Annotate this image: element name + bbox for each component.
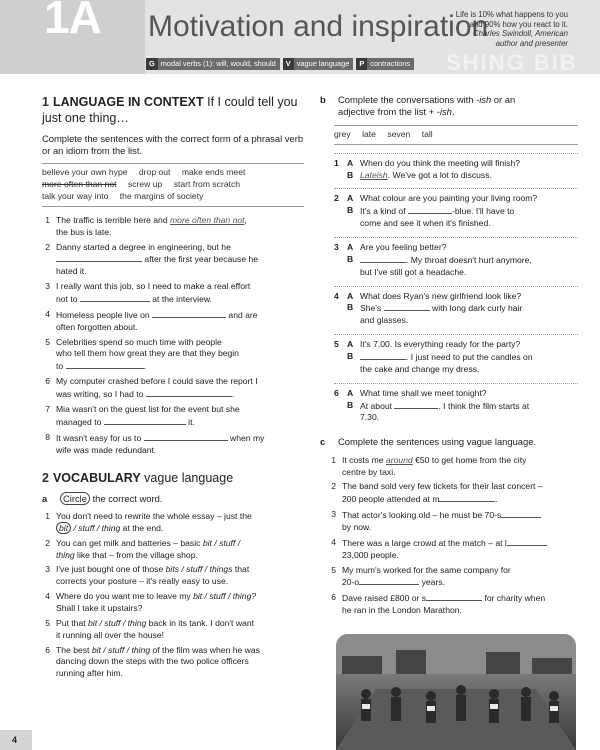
answer-blank[interactable] bbox=[426, 592, 482, 601]
answer-blank[interactable] bbox=[507, 537, 547, 546]
word-choice[interactable]: bit / stuff / thing? bbox=[193, 591, 257, 602]
word-option: talk your way into bbox=[42, 191, 109, 202]
list-item: 3 That actor's looking old – he must be 70-s by now. bbox=[328, 509, 578, 534]
section-1-heading: 1 LANGUAGE IN CONTEXT If I could tell you just one thing… bbox=[42, 95, 298, 126]
answer-blank[interactable] bbox=[439, 493, 495, 502]
answer-blank[interactable] bbox=[501, 509, 541, 518]
word-choice[interactable]: bit / stuff / thing bbox=[88, 617, 147, 628]
exercise-2c-instruction: c Complete the sentences using vague language. bbox=[320, 436, 537, 448]
answer-blank[interactable] bbox=[152, 309, 226, 318]
left-column bbox=[42, 94, 304, 683]
conversations bbox=[334, 153, 578, 425]
quote-author: Charles Swindoll, American bbox=[472, 29, 568, 38]
conversation: 6 A What time shall we meet tonight? B At about . I think the film starts at 7.30. bbox=[334, 383, 578, 425]
unit-header bbox=[0, 0, 600, 74]
list-item: 6 Dave raised £800 or s for charity when he ran in the London Marathon. bbox=[331, 592, 546, 616]
list-item: 8 It wasn't easy for us to when my wife was made redundant. bbox=[45, 431, 265, 455]
answer-blank[interactable] bbox=[359, 576, 419, 585]
word-list-box bbox=[42, 163, 304, 207]
background-ghost-text: SHING BIB bbox=[446, 50, 578, 74]
conversation: 3 A Are you feeling better? B . My throat doesn't hurt anymore, but I've still got a headache. bbox=[334, 237, 578, 279]
word-option: grey bbox=[334, 128, 351, 139]
word-option: drop out bbox=[138, 167, 171, 178]
quote-author-role: author and presenter bbox=[495, 38, 568, 48]
answer-blank[interactable] bbox=[360, 254, 406, 263]
answer-blank[interactable] bbox=[104, 416, 186, 425]
list-item: 5 Celebrities spend so much time with people who tell them how great they are that they begin to . bbox=[45, 336, 239, 372]
quote bbox=[443, 10, 568, 48]
list-item: 6 The best bit / stuff / thing of the film was when he was dancing down the steps with the two police officers running after him. bbox=[45, 644, 260, 679]
list-item: 2 You can get milk and batteries – basic bit / stuff / thing like that – from the village shop. bbox=[45, 537, 241, 560]
right-column bbox=[320, 94, 578, 620]
list-item: 6 My computer crashed before I could save the report I was writing, so I had to . bbox=[45, 376, 258, 400]
answer-blank[interactable] bbox=[384, 302, 430, 311]
word-choice[interactable]: bits / stuff / things bbox=[165, 564, 233, 575]
section-1-items bbox=[42, 215, 304, 456]
list-item: 4 Homeless people live on and are often forgotten about. bbox=[45, 308, 258, 332]
circled-answer[interactable]: bit bbox=[56, 522, 71, 534]
list-item: 5 My mum's worked for the same company for 20-o years. bbox=[331, 564, 511, 588]
marathon-runners-illustration bbox=[336, 634, 576, 750]
word-choice[interactable]: thing bbox=[56, 549, 75, 560]
exercise-1b-instruction: b Complete the conversations with -ish or an adjective from the list + -ish. bbox=[320, 94, 516, 118]
word-option: make ends meet bbox=[181, 167, 246, 178]
list-item: 2 The band sold very few tickets for their last concert – 200 people attended at m . bbox=[331, 481, 543, 505]
word-choice[interactable]: bit / stuff / bbox=[202, 537, 241, 548]
example-answer: more often than not bbox=[170, 214, 245, 225]
section-2a-items bbox=[42, 511, 304, 680]
conversation: 5 A It's 7.00. Is everything ready for the party? B . I just need to put the candles on the cake and change my dress. bbox=[334, 334, 578, 376]
answer-blank[interactable] bbox=[144, 432, 228, 441]
answer-blank[interactable] bbox=[360, 351, 406, 360]
example-answer: Lateish bbox=[360, 169, 388, 180]
section-2-heading: 2 VOCABULARY vague language bbox=[42, 471, 234, 486]
answer-blank[interactable] bbox=[66, 360, 144, 369]
page-number: 4 bbox=[0, 730, 32, 750]
answer-blank[interactable] bbox=[56, 253, 142, 262]
quote-line: and 90% how you react to it. bbox=[469, 19, 568, 29]
answer-blank[interactable] bbox=[80, 293, 150, 302]
word-choice[interactable]: bit / stuff / thing bbox=[91, 644, 151, 655]
word-option: start from scratch bbox=[173, 179, 241, 190]
quote-line: Life is 10% what happens to you bbox=[455, 10, 568, 19]
list-item: 3 I really want this job, so I need to make a real effort not to at the interview. bbox=[45, 281, 251, 305]
list-item: 3 I've just bought one of those bits / stuff / things that corrects your posture – it's really easy to use. bbox=[45, 564, 250, 587]
word-option: tall bbox=[421, 128, 433, 139]
topic-tags bbox=[146, 58, 414, 70]
section-1-instruction: Complete the sentences with the correct form of a phrasal verb or an idiom from the list. bbox=[42, 132, 304, 156]
list-item: 1 The traffic is terrible here and more often than not, the bus is late. bbox=[45, 214, 247, 237]
tag-vocabulary: V vague language bbox=[283, 58, 354, 70]
unit-number: 1A bbox=[44, 0, 101, 43]
list-item: 7 Mia wasn't on the guest list for the event but she managed to it. bbox=[45, 403, 240, 427]
word-option-used: more often than not bbox=[42, 179, 117, 190]
list-item: 4 There was a large crowd at the match – at l 23,000 people. bbox=[328, 537, 578, 562]
word-option: seven bbox=[387, 128, 411, 139]
example-answer: around bbox=[385, 454, 413, 465]
conversation: 2 A What colour are you painting your living room? B It's a kind of -blue. I'll have to come and see it when it's finished. bbox=[334, 188, 578, 230]
answer-blank[interactable] bbox=[394, 400, 438, 409]
page-title: Motivation and inspiration bbox=[148, 10, 489, 43]
conversation: 4 A What does Ryan's new girlfriend look like? B She's with long dark curly hair and glasses. bbox=[334, 286, 578, 328]
answer-blank[interactable] bbox=[146, 388, 232, 397]
conversation: 1 A When do you think the meeting will finish? B Lateish. We've got a lot to discuss. bbox=[334, 153, 578, 182]
list-item: 2 Danny started a degree in engineering, but he after the first year because he hated it. bbox=[45, 241, 259, 277]
section-2c-items bbox=[328, 455, 578, 617]
marathon-photo bbox=[336, 634, 576, 750]
word-option: late bbox=[362, 128, 376, 139]
adjective-list-box bbox=[334, 125, 578, 145]
tag-pronunciation: P contractions bbox=[356, 58, 414, 70]
exercise-2a-instruction: a Circle the correct word. bbox=[42, 492, 163, 504]
word-option: the margins of society bbox=[119, 191, 204, 202]
unit-badge bbox=[0, 0, 145, 74]
list-item: 1 You don't need to rewrite the whole essay – just the bit / stuff / thing at the end. bbox=[45, 511, 252, 533]
word-option: believe your own hype bbox=[42, 167, 128, 178]
list-item: 1 It costs me around €50 to get home from the city centre by taxi. bbox=[331, 454, 527, 477]
word-option: screw up bbox=[127, 179, 163, 190]
tag-grammar: G modal verbs (1): will, would, should bbox=[146, 58, 280, 70]
list-item: 4 Where do you want me to leave my bit / stuff / thing? Shall I take it upstairs? bbox=[45, 591, 257, 614]
answer-blank[interactable] bbox=[408, 205, 452, 214]
list-item: 5 Put that bit / stuff / thing back in its tank. I don't want it running all over the house! bbox=[45, 617, 254, 640]
